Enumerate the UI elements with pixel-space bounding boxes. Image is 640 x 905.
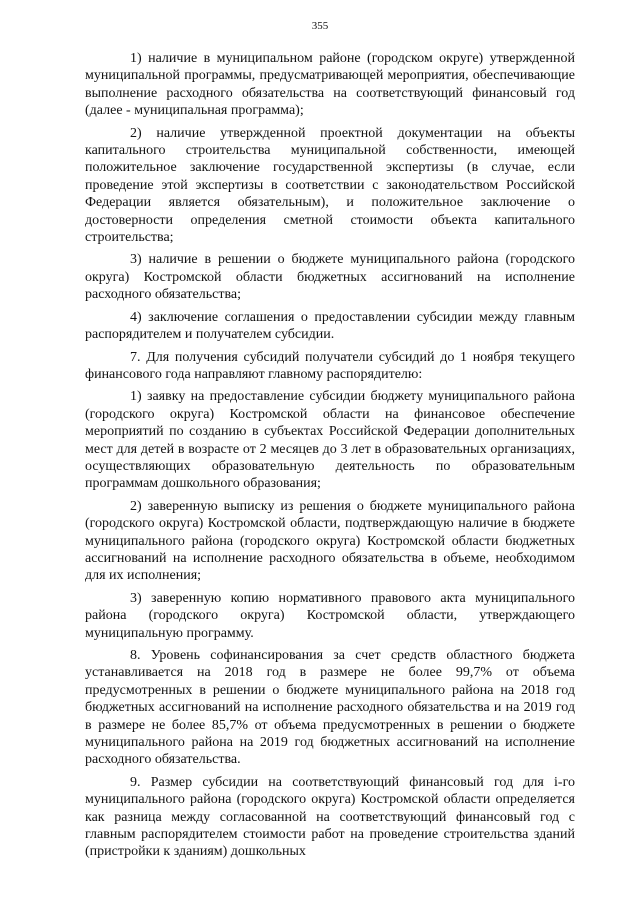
paragraph-condition-2: 2) наличие утвержденной проектной документации на объекты капитального строительства муниципальной собственности, имеющей положительное заключение государственной экспертизы (в случае, если проведение этой экспертизы в соответствии с законодательством Российской Федерации является обязательным), и положительное заключение о достоверности определения сметной стоимости объекта капитального строительства; xyxy=(85,125,575,246)
paragraph-condition-4: 4) заключение соглашения о предоставлении субсидии между главным распорядителем и получателем субсидии. xyxy=(85,309,575,343)
paragraph-item-application: 1) заявку на предоставление субсидии бюджету муниципального района (городского округа) Костромской области на финансовое обеспечение мероприятий по созданию в субъектах Российской Федерации дополнительных мест для детей в возрасте от 2 месяцев до 3 лет в образовательных организациях, осуществляющих образовательную деятельность по образовательным программам дошкольного образования; xyxy=(85,389,575,492)
paragraph-condition-1: 1) наличие в муниципальном районе (городском округе) утвержденной муниципальной программы, предусматривающей мероприятия, обеспечивающие выполнение расходного обязательства на соответствующий финансовый год (далее - муниципальная программа); xyxy=(85,51,575,119)
document-body xyxy=(85,50,575,861)
page-number: 355 xyxy=(311,20,329,32)
paragraph-item-budget-extract: 2) заверенную выписку из решения о бюджете муниципального района (городского округа) Костромской области, подтверждающую наличие в бюджете муниципального района (городского округа) Костромской области бюджетных ассигнований на исполнение расходного обязательства в объеме, необходимом для их исполнения; xyxy=(85,498,575,584)
paragraph-section-7: 7. Для получения субсидий получатели субсидий до 1 ноября текущего финансового года направляют главному распорядителю: xyxy=(85,349,575,382)
paragraph-section-9: 9. Размер субсидии на соответствующий финансовый год для i-го муниципального района (городского округа) Костромской области определяется как разница между согласованной на соответствующий финансовый год с главным распорядителем стоимости работ на проведение строительства зданий (пристройки к зданиям) дошкольных xyxy=(85,774,575,860)
paragraph-condition-3: 3) наличие в решении о бюджете муниципального района (городского округа) Костромской области бюджетных ассигнований на исполнение расходного обязательства; xyxy=(85,252,575,303)
paragraph-item-act-copy: 3) заверенную копию нормативного правового акта муниципального района (городского округа) Костромской области, утверждающего муниципальную программу. xyxy=(85,590,575,641)
paragraph-section-8: 8. Уровень софинансирования за счет средств областного бюджета устанавливается на 2018 год в размере не более 99,7% от объема предусмотренных в решении о бюджете муниципального района на 2018 год бюджетных ассигнований на исполнение расходного обязательства и на 2019 год в размере не более 85,7% от объема предусмотренных в решении о бюджете муниципального района на 2019 год бюджетных ассигнований на исполнение расходного обязательства. xyxy=(85,648,575,768)
